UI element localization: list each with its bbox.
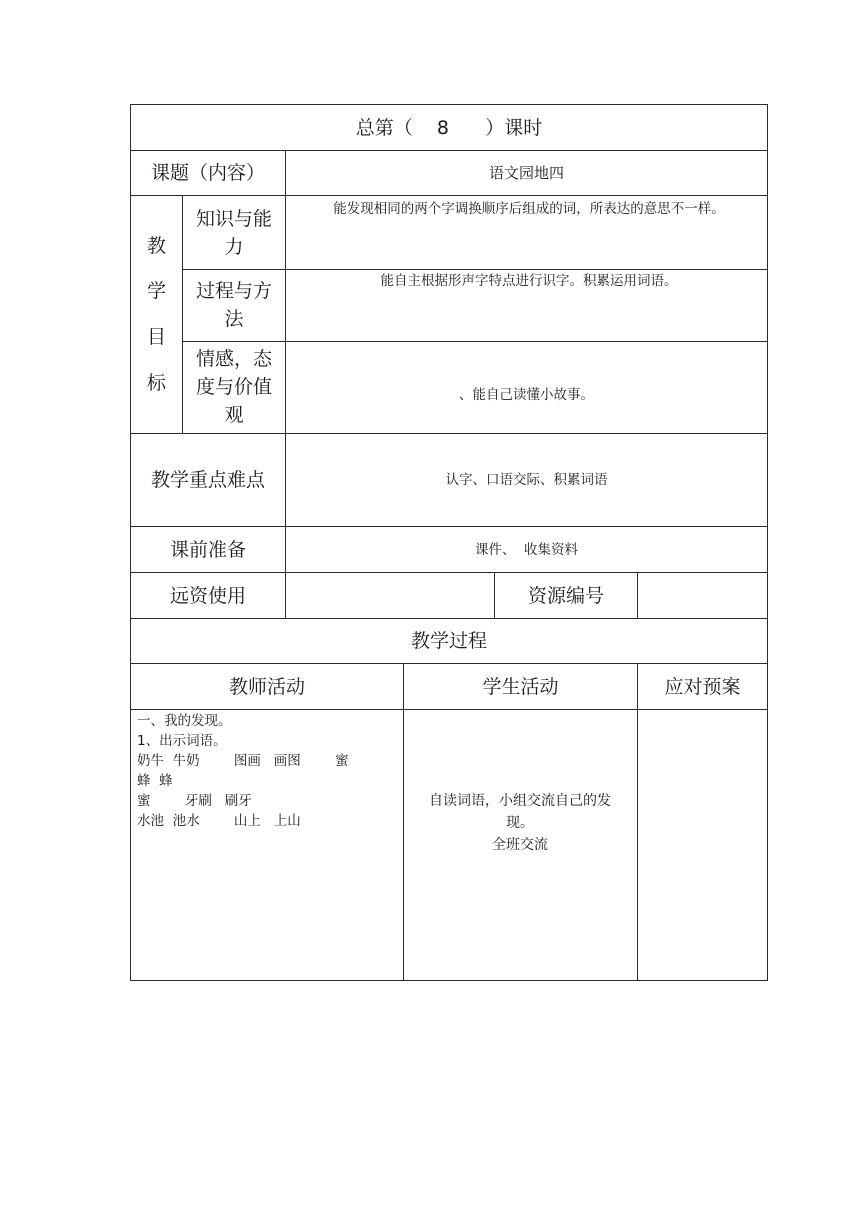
teacher-activity-line: 水池 池水 山上 上山	[137, 813, 301, 829]
objectives-label-char: 教	[146, 235, 166, 257]
objectives-label-char: 标	[146, 372, 166, 394]
table-border-bottom	[130, 980, 768, 981]
objectives-label-char: 学	[146, 280, 166, 302]
topic-label: 课题（内容）	[150, 162, 265, 184]
student-activity-line: 现。	[506, 815, 534, 831]
row-divider	[182, 269, 768, 270]
knowledge-label: 知识与能力	[195, 208, 272, 258]
student-activity-content	[406, 790, 634, 870]
response-plan-content	[640, 712, 764, 972]
process-method-value: 能自主根据形声字特点进行识字。积累运用词语。	[380, 273, 678, 289]
lesson-number-header: 总第（ 8 ）课时	[355, 116, 543, 139]
row-divider	[130, 709, 768, 710]
preparation-label: 课前准备	[169, 538, 246, 561]
objectives-label-char: 目	[146, 326, 166, 348]
teacher-activity-line: 一、我的发现。	[137, 713, 232, 729]
response-plan-header: 应对预案	[664, 675, 741, 698]
row-divider	[130, 195, 768, 196]
resources-value	[286, 573, 494, 618]
row-divider	[182, 341, 768, 342]
student-activity-header: 学生活动	[482, 675, 559, 698]
process-method-label: 过程与方法	[195, 280, 272, 330]
teacher-activity-line: 蜂 蜂	[137, 773, 173, 789]
teacher-activity-line: 奶牛 牛奶 图画 画图 蜜	[137, 753, 349, 769]
teacher-activity-header: 教师活动	[228, 675, 305, 698]
knowledge-value: 能发现相同的两个字调换顺序后组成的词，所表达的意思不一样。	[333, 201, 725, 217]
topic-value: 语文园地四	[488, 164, 564, 182]
col-divider	[637, 663, 638, 980]
teacher-activity-line: 蜜 牙刷 刷牙	[137, 793, 252, 809]
key-points-value: 认字、口语交际、积累词语	[445, 472, 608, 488]
teaching-process-title: 教学过程	[410, 630, 487, 652]
table-border-right	[767, 104, 768, 981]
student-activity-line: 自读词语，小组交流自己的发	[429, 793, 611, 809]
resource-code-value	[638, 573, 767, 618]
objectives-label	[131, 196, 182, 433]
student-activity-line: 全班交流	[492, 837, 548, 853]
emotion-label: 情感，态度与价值观	[195, 348, 272, 426]
teacher-activity-line: 1、出示词语。	[137, 733, 227, 749]
emotion-value: 、能自己读懂小故事。	[459, 387, 594, 403]
col-divider	[182, 195, 183, 433]
resource-code-label: 资源编号	[527, 584, 604, 607]
col-divider	[403, 663, 404, 980]
teacher-activity-content	[137, 711, 401, 861]
resources-label: 远资使用	[169, 584, 246, 607]
preparation-value: 课件、 收集资料	[474, 541, 579, 558]
key-points-label: 教学重点难点	[150, 469, 265, 491]
